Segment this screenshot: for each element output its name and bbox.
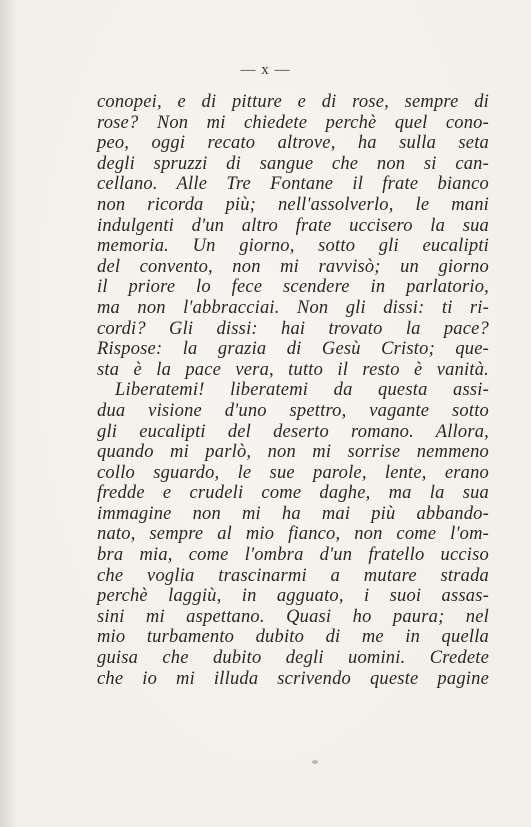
text-line: sta è la pace vera, tutto il resto è vanità. — [97, 359, 489, 380]
text-line: non ricorda più; nell'assolverlo, le mani — [97, 194, 489, 215]
text-line: Liberatemi! liberatemi da questa assi- — [115, 380, 489, 401]
text-line: peo, oggi recato altrove, ha sulla seta — [97, 133, 489, 154]
text-line: Rispose: la grazia di Gesù Cristo; que- — [97, 339, 489, 360]
text-line: fredde e crudeli come daghe, ma la sua — [97, 483, 489, 504]
text-line: perchè laggiù, in agguato, i suoi assas- — [97, 586, 489, 607]
text-line: sini mi aspettano. Quasi ho paura; nel — [97, 606, 489, 627]
text-line: indulgenti d'un altro frate uccisero la sua — [97, 215, 489, 236]
text-line: degli spruzzi di sangue che non si can- — [97, 153, 489, 174]
text-line: gli eucalipti del deserto romano. Allora, — [97, 421, 489, 442]
text-line: bra mia, come l'ombra d'un fratello ucciso — [97, 545, 489, 566]
text-line: conopei, e di pitture e di rose, sempre di — [97, 92, 489, 112]
text-line: cordi? Gli dissi: hai trovato la pace? — [97, 318, 489, 339]
body-text — [97, 92, 489, 689]
text-line: mio turbamento dubito di me in quella — [97, 627, 489, 648]
text-line: collo sguardo, le sue parole, lente, erano — [97, 462, 489, 483]
text-line: che voglia trascinarmi a mutare strada — [97, 565, 489, 586]
text-line: che io mi illuda scrivendo queste pagine — [97, 668, 489, 689]
text-line: dua visione d'uno spettro, vagante sotto — [97, 400, 489, 421]
ink-fleck — [312, 760, 318, 764]
text-line: rose? Non mi chiedete perchè quel cono- — [97, 112, 489, 133]
text-line: nato, sempre al mio fianco, non come l'om- — [97, 524, 489, 545]
text-line: cellano. Alle Tre Fontane il frate bianco — [97, 174, 489, 195]
text-line: memoria. Un giorno, sotto gli eucalipti — [97, 236, 489, 257]
text-line: quando mi parlò, non mi sorrise nemmeno — [97, 442, 489, 463]
text-line: del convento, non mi ravvisò; un giorno — [97, 256, 489, 277]
text-line: immagine non mi ha mai più abbando- — [97, 503, 489, 524]
text-line: il priore lo fece scendere in parlatorio, — [97, 277, 489, 298]
page-number: — x — — [240, 62, 291, 78]
text-line: guisa che dubito degli uomini. Credete — [97, 648, 489, 669]
text-line: ma non l'abbracciai. Non gli dissi: ti ri- — [97, 297, 489, 318]
